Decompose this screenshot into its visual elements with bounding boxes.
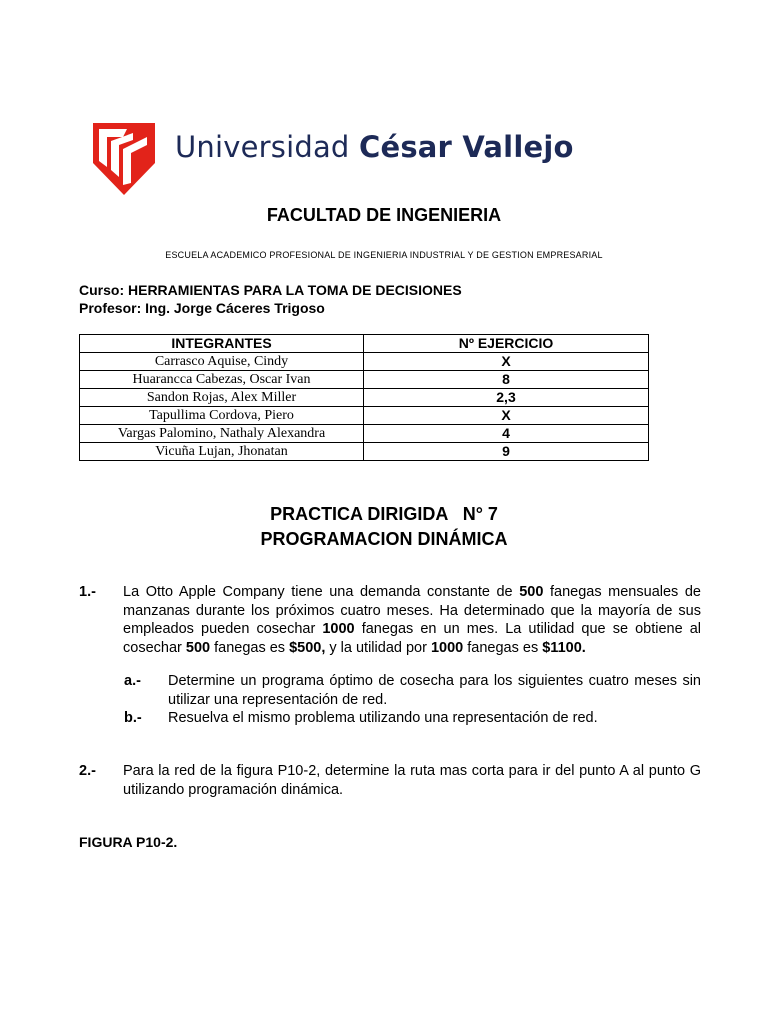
member-name: Vicuña Lujan, Jhonatan: [80, 443, 364, 461]
table-row: [80, 443, 649, 461]
problem-1b-text: Resuelva el mismo problema utilizando una representación de red.: [168, 710, 598, 726]
header-ejercicio: Nº EJERCICIO: [364, 335, 649, 353]
university-shield-icon: [93, 123, 155, 195]
problem-1b-label: b.-: [124, 710, 142, 726]
problem-2-number: 2.-: [79, 763, 96, 779]
university-name-bold: César Vallejo: [358, 130, 574, 164]
problem-1: [79, 583, 701, 657]
member-exercise: X: [364, 407, 649, 425]
member-name: Huarancca Cabezas, Oscar Ivan: [80, 371, 364, 389]
problem-1-number: 1.-: [79, 584, 96, 600]
course-info: [79, 281, 462, 317]
header-integrantes: INTEGRANTES: [80, 335, 364, 353]
member-name: Vargas Palomino, Nathaly Alexandra: [80, 425, 364, 443]
problem-1a-text: Determine un programa óptimo de cosecha para los siguientes cuatro meses sin utilizar una representación de red.: [168, 673, 701, 708]
table-row: [80, 353, 649, 371]
problem-1b: [124, 709, 701, 728]
problem-2: [79, 762, 701, 799]
bold-run: 500: [519, 584, 544, 600]
university-logo: [93, 123, 593, 197]
problem-1a-label: a.-: [124, 673, 141, 689]
bold-run: 1000: [430, 639, 464, 656]
bold-run: 1000: [322, 621, 355, 637]
table-row: [80, 371, 649, 389]
problem-2-text: Para la red de la figura P10-2, determine la ruta mas corta para ir del punto A al punto G utilizando programación dinámica.: [123, 763, 701, 798]
problem-1-text: [123, 583, 701, 657]
text-run: fanegas mensuales de manzanas durante los próximos cuatro meses. Ha determinado que la mayoría de sus empleados pueden cosechar: [123, 584, 701, 637]
member-exercise: X: [364, 353, 649, 371]
table-row: [80, 407, 649, 425]
table-header-row: [80, 335, 649, 353]
member-exercise: 4: [364, 425, 649, 443]
text-run: fanegas es: [210, 639, 290, 656]
member-exercise: 8: [364, 371, 649, 389]
bold-run: $1100.: [542, 639, 586, 656]
school-subheading: ESCUELA ACADEMICO PROFESIONAL DE INGENIERIA INDUSTRIAL Y DE GESTION EMPRESARIAL: [165, 250, 603, 260]
university-name: [175, 130, 574, 164]
members-table: [79, 334, 649, 461]
text-run: fanegas es: [463, 639, 543, 656]
member-name: Carrasco Aquise, Cindy: [80, 353, 364, 371]
faculty-heading: FACULTAD DE INGENIERIA: [266, 205, 502, 225]
figure-label: FIGURA P10-2.: [79, 834, 178, 850]
text-run: fanegas en un mes. La utilidad que se obtiene al cosechar: [123, 621, 701, 656]
bold-run: $500,: [289, 639, 326, 656]
table-row: [80, 425, 649, 443]
member-name: Sandon Rojas, Alex Miller: [80, 389, 364, 407]
table-row: [80, 389, 649, 407]
professor-line: Profesor: Ing. Jorge Cáceres Trigoso: [79, 300, 325, 316]
university-name-regular: Universidad: [175, 130, 350, 164]
member-exercise: 2,3: [364, 389, 649, 407]
text-run: y la utilidad por: [325, 639, 431, 656]
practice-title-line1: PRACTICA DIRIGIDA N° 7: [270, 504, 498, 524]
member-exercise: 9: [364, 443, 649, 461]
member-name: Tapullima Cordova, Piero: [80, 407, 364, 425]
problem-1a: [124, 672, 701, 709]
bold-run: 500: [185, 639, 211, 656]
text-run: La Otto Apple Company tiene una demanda constante de: [123, 584, 520, 600]
practice-title: [0, 502, 768, 552]
course-line: Curso: HERRAMIENTAS PARA LA TOMA DE DECISIONES: [79, 282, 462, 298]
practice-title-line2: PROGRAMACION DINÁMICA: [260, 529, 508, 549]
